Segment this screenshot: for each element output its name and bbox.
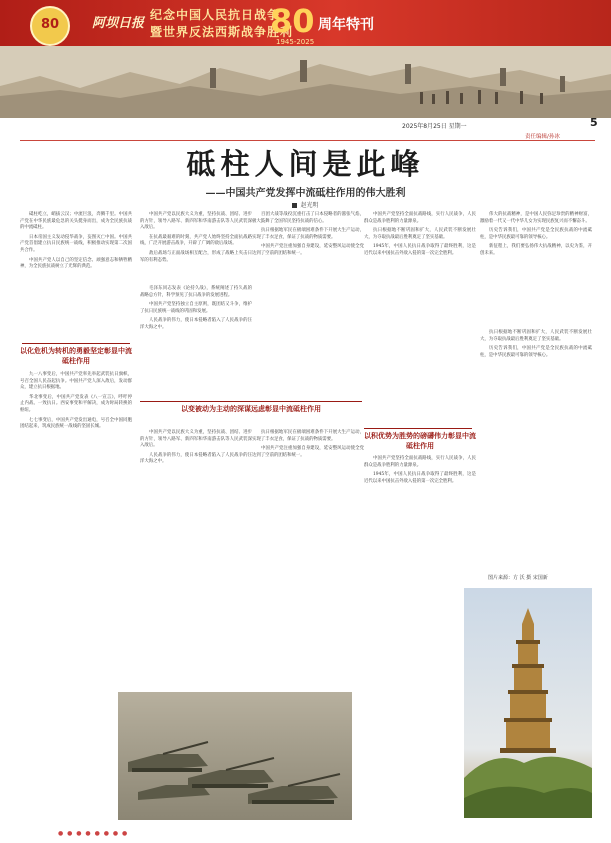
issue-date: 2025年8月25日 星期一 [402, 123, 467, 130]
pagoda-landmark-photo [464, 588, 592, 818]
body-column-4b [364, 456, 476, 488]
byline [0, 200, 611, 209]
body-column-2 [140, 212, 252, 267]
responsible-editor: 责任编辑/孙冰 [525, 134, 560, 140]
body-column-5 [480, 212, 592, 261]
byline-author: 赵光明 [300, 202, 319, 209]
special-issue-label: 周年特刊 [318, 17, 374, 33]
paragraph: 日本帝国主义发动侵华战争，妄图灭亡中国。中国共产党首倡建立抗日民族统一战线，积极推动实现第二次国共合作。 [20, 234, 132, 253]
section-rule [364, 428, 472, 429]
body-column-3b [252, 430, 364, 462]
body-column-4 [364, 212, 476, 261]
anniversary-emblem: 80 [30, 6, 70, 46]
paragraph: 中国共产党人以自己的坚定信念、顽强意志和牺牲精神，为全民族抗战树立了光辉的典范。 [20, 257, 132, 270]
paragraph: 毛泽东同志发表《论持久战》，系统阐述了持久战的战略总方针，科学预见了抗日战争的发展进程。 [140, 286, 252, 298]
paragraph: 1945年，中国人民抗日战争取得了最终胜利，这是近代以来中国抗击外敌入侵的第一次完全胜利。 [364, 472, 476, 484]
paragraph: 抗日根据地军民在极端困难条件下开展大生产运动，实现了丰衣足食，保证了抗战的物质需要。 [252, 228, 364, 240]
section-heading-1: 以化危机为转机的勇毅坚定彰显中流砥柱作用 [20, 346, 132, 365]
header-rule [20, 140, 595, 141]
paragraph: 九一八事变后，中国共产党率先举起武装抗日旗帜，号召全国人民奋起抗争。中国共产党人深入敌后，发动群众，建立抗日根据地。 [20, 372, 132, 391]
paragraph: 中国共产党注重加强自身建设，延安整风运动使全党达到了空前的团结和统一。 [252, 244, 364, 256]
section-heading-2: 以变被动为主动的深谋远虑彰显中流砥柱作用 [181, 404, 321, 413]
big-80-mark: 80 [270, 2, 315, 40]
banner-line-1: 纪念中国人民抗日战争 [150, 8, 281, 22]
section-heading-3: 以积优势为胜势的磅礴伟力彰显中流砥柱作用 [364, 431, 476, 450]
paragraph: 中国共产党坚持全面抗战路线，实行人民战争，人民群众是战争胜利的力量源泉。 [364, 212, 476, 224]
paragraph: 抗日根据地不断巩固和扩大，人民武装不断发展壮大，为夺取抗战最后胜利奠定了坚实基础。 [364, 228, 476, 240]
military-parade-photo [118, 692, 352, 820]
paragraph: 人民战争的伟力，使日本侵略者陷入了人民战争的汪洋大海之中。 [140, 452, 252, 465]
section-rule [22, 343, 130, 344]
paragraph: 砥柱屹立，峭拔云汉；中流巨浪，奔腾千里。中国共产党在中华民族最危急的关头挺身而出，成为全民族抗战的中流砥柱。 [20, 212, 132, 231]
paragraph: 中国共产党以民族大义为重，坚持抗战、团结、进步的方针，领导八路军、新四军和华南游击队等人民武装深入敌后。 [140, 212, 252, 231]
paragraph: 中国共产党坚持独立自主原则，既团结又斗争，维护了抗日民族统一战线的巩固和发展。 [140, 302, 252, 314]
page-number: 5 [590, 116, 598, 129]
year-range: 1945-2025 [276, 38, 315, 46]
body-column-1 [20, 212, 132, 274]
paragraph: 抗日根据地军民在极端困难条件下开展大生产运动，实现了丰衣足食，保证了抗战的物质需要。 [252, 430, 364, 442]
paragraph: 伟大的抗战精神，是中国人民弥足珍贵的精神财富，激励着一代又一代中华儿女为实现民族复兴而不懈奋斗。 [480, 212, 592, 224]
paragraph: 人民战争的伟力，使日本侵略者陷入了人民战争的汪洋大海之中。 [140, 318, 252, 330]
paragraph: 七七事变后，中国共产党发出通电，号召全中国同胞团结起来，筑成民族统一战线的坚固长城。 [20, 417, 132, 430]
paragraph: 百团大战等战役沉重打击了日本侵略者的嚣张气焰，极大鼓舞了全国军民坚持抗战的信心。 [252, 212, 364, 224]
paragraph: 中国共产党坚持全面抗战路线，实行人民战争，人民群众是战争胜利的力量源泉。 [364, 456, 476, 468]
body-column-1b [20, 372, 132, 434]
paragraph: 历史告诉我们，中国共产党是全民族抗战的中流砥柱，是中华民族最可靠的领导核心。 [480, 228, 592, 240]
paragraph: 中国共产党注重加强自身建设，延安整风运动使全党达到了空前的团结和统一。 [252, 446, 364, 458]
footer-decorative-dots: ● ● ● ● ● ● ● ● [58, 830, 129, 837]
newspaper-logo: 阿坝日报 [92, 16, 145, 31]
photo-credit: 图片来源：方 沃 摄 宋国新 [488, 575, 548, 581]
paragraph: 中国共产党以民族大义为重，坚持抗战、团结、进步的方针，领导八路军、新四军和华南游击队等人民武装深入敌后。 [140, 430, 252, 449]
article-subhead: ——中国共产党发挥中流砥柱作用的伟大胜利 [205, 188, 406, 199]
paragraph: 1945年，中国人民抗日战争取得了最终胜利，这是近代以来中国抗击外敌入侵的第一次完全胜利。 [364, 244, 476, 256]
paragraph: 华北事变后，中国共产党发表《八一宣言》，呼吁停止内战、一致抗日。西安事变和平解决，成为时局转换的枢纽。 [20, 394, 132, 413]
banner-line-2: 暨世界反法西斯战争胜利 [150, 25, 294, 39]
byline-marker-icon [292, 203, 297, 208]
paragraph: 在抗战最艰难的时刻，共产党人始终坚持全面抗战路线，广泛开展游击战争，开辟了广阔的敌后战场。 [140, 234, 252, 247]
paragraph: 抗日根据地不断巩固和扩大，人民武装不断发展壮大，为夺取抗战最后胜利奠定了坚实基础。 [480, 330, 592, 342]
paragraph: 历史告诉我们，中国共产党是全民族抗战的中流砥柱，是中华民族最可靠的领导核心。 [480, 346, 592, 358]
paragraph: 新征程上，我们要弘扬伟大抗战精神，以史为鉴，开创未来。 [480, 244, 592, 256]
great-wall-illustration [0, 46, 611, 118]
article-headline: 砥柱人间是此峰 [186, 147, 425, 181]
body-column-2c [140, 430, 252, 469]
section-rule [140, 401, 362, 402]
special-issue-banner [0, 0, 611, 118]
body-column-5b [480, 330, 592, 362]
paragraph: 敌后战场与正面战场相互配合，形成了战略上夹击日军的有利态势。 [140, 250, 252, 263]
body-column-2b [140, 286, 252, 335]
body-column-3 [252, 212, 364, 261]
